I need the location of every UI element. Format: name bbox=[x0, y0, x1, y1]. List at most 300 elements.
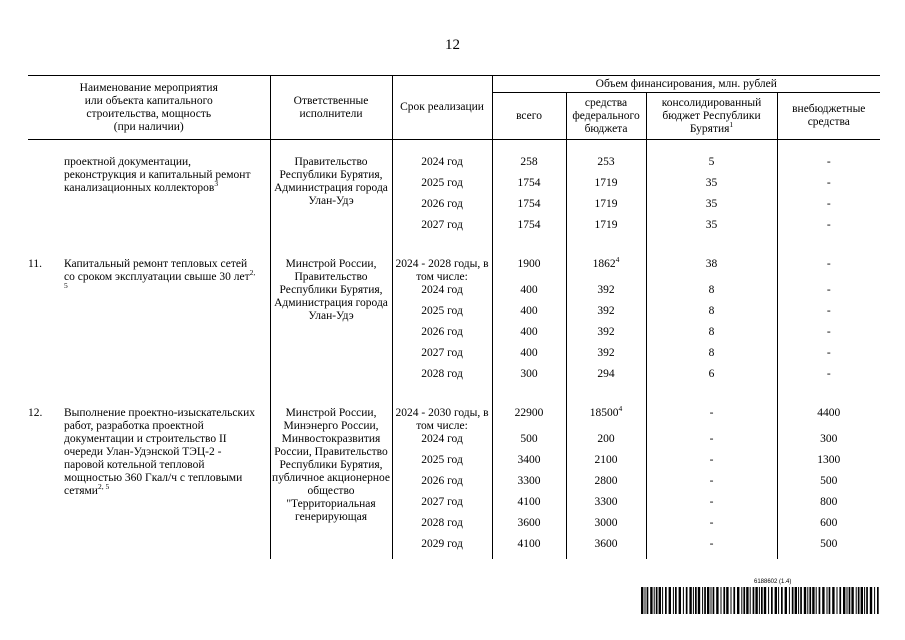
value-federal bbox=[566, 219, 646, 240]
period-cell: 2024 - 2030 годы, в том числе: bbox=[392, 407, 492, 433]
header-regional-line: бюджет Республики bbox=[662, 109, 761, 122]
barcode-bar bbox=[675, 587, 677, 614]
barcode-bar bbox=[877, 587, 879, 614]
period-cell: 2025 год bbox=[392, 177, 492, 198]
spacer-cell bbox=[28, 389, 64, 407]
value-federal-text: 1719 bbox=[594, 177, 618, 189]
value-federal-text: 1862 bbox=[592, 258, 616, 270]
period-cell: 2027 год bbox=[392, 347, 492, 368]
spacer-cell bbox=[566, 389, 646, 407]
barcode-bar bbox=[812, 587, 814, 614]
barcode-bar bbox=[778, 587, 779, 614]
value-total-text: 1900 bbox=[517, 258, 541, 270]
value-total-text: 4100 bbox=[517, 538, 541, 550]
value-total bbox=[492, 326, 566, 347]
item-name-block bbox=[64, 407, 260, 498]
value-total-text: 3300 bbox=[517, 475, 541, 487]
period-cell: 2026 год bbox=[392, 326, 492, 347]
header-regional-footnote: 1 bbox=[729, 119, 734, 129]
value-extra-text: 1300 bbox=[817, 454, 841, 466]
value-regional bbox=[646, 258, 777, 284]
value-total bbox=[492, 454, 566, 475]
barcode-bar bbox=[792, 587, 794, 614]
barcode-bar bbox=[827, 587, 828, 614]
header-period-label: Срок реализации bbox=[400, 101, 484, 113]
value-total-text: 22900 bbox=[514, 407, 544, 419]
value-extra-text: - bbox=[826, 326, 831, 338]
spacer-cell bbox=[392, 140, 492, 157]
item-name-footnote: 3 bbox=[214, 179, 219, 189]
value-extra-text: - bbox=[826, 258, 831, 270]
value-total bbox=[492, 284, 566, 305]
value-federal bbox=[566, 368, 646, 389]
value-total bbox=[492, 368, 566, 389]
value-total bbox=[492, 198, 566, 219]
barcode-bar bbox=[839, 587, 841, 614]
table-row bbox=[28, 156, 880, 177]
value-federal-text: 3300 bbox=[594, 496, 618, 508]
value-total-text: 400 bbox=[520, 347, 538, 359]
spacer-cell bbox=[566, 240, 646, 258]
header-name-cell bbox=[28, 76, 270, 140]
value-extra bbox=[777, 407, 880, 433]
barcode-bar bbox=[686, 587, 688, 614]
period-cell: 2025 год bbox=[392, 305, 492, 326]
barcode-bar bbox=[832, 587, 834, 614]
value-total bbox=[492, 433, 566, 454]
table-row bbox=[28, 407, 880, 433]
value-regional bbox=[646, 433, 777, 454]
value-regional bbox=[646, 407, 777, 433]
value-extra-text: 800 bbox=[820, 496, 838, 508]
value-regional bbox=[646, 496, 777, 517]
value-extra bbox=[777, 177, 880, 198]
value-total bbox=[492, 347, 566, 368]
value-extra-text: - bbox=[826, 198, 831, 210]
barcode-bar bbox=[713, 587, 715, 614]
table-header bbox=[28, 76, 880, 140]
barcode-bar bbox=[723, 587, 725, 614]
value-total-text: 3400 bbox=[517, 454, 541, 466]
spacer-cell bbox=[492, 389, 566, 407]
spacer-cell bbox=[492, 240, 566, 258]
value-extra bbox=[777, 517, 880, 538]
value-federal-text: 3600 bbox=[594, 538, 618, 550]
value-regional-text: 35 bbox=[705, 198, 718, 210]
barcode-bar bbox=[864, 587, 865, 614]
spacer-cell bbox=[64, 389, 270, 407]
barcode-bar bbox=[726, 587, 728, 614]
barcode-bar bbox=[858, 587, 860, 614]
value-federal-text: 392 bbox=[597, 284, 615, 296]
value-extra bbox=[777, 326, 880, 347]
value-regional-text: 5 bbox=[708, 156, 715, 168]
value-extra bbox=[777, 475, 880, 496]
value-federal-text: 253 bbox=[597, 156, 615, 168]
period-cell: 2026 год bbox=[392, 198, 492, 219]
barcode-bar bbox=[856, 587, 857, 614]
barcode-bar bbox=[733, 587, 735, 614]
value-federal bbox=[566, 284, 646, 305]
value-regional-text: - bbox=[709, 433, 714, 445]
value-extra-text: - bbox=[826, 347, 831, 359]
period-cell: 2027 год bbox=[392, 496, 492, 517]
period-cell: 2027 год bbox=[392, 219, 492, 240]
value-regional bbox=[646, 177, 777, 198]
barcode-bar bbox=[741, 587, 742, 614]
value-total bbox=[492, 517, 566, 538]
spacer-cell bbox=[777, 389, 880, 407]
value-extra-text: - bbox=[826, 156, 831, 168]
value-federal bbox=[566, 347, 646, 368]
spacer-cell bbox=[270, 140, 392, 157]
executors: Правительство Республики Бурятия, Администрация города Улан-Удэ bbox=[274, 156, 388, 207]
value-extra bbox=[777, 156, 880, 177]
barcode-bar bbox=[650, 587, 652, 614]
value-federal bbox=[566, 475, 646, 496]
header-name-line: или объекта капитального bbox=[84, 94, 213, 107]
value-extra-text: 4400 bbox=[817, 407, 841, 419]
header-executors-cell bbox=[270, 76, 392, 140]
value-regional bbox=[646, 538, 777, 559]
item-name-cell bbox=[64, 407, 270, 559]
barcode-bar bbox=[843, 587, 845, 614]
spacer-cell bbox=[270, 240, 392, 258]
barcode-bar bbox=[737, 587, 739, 614]
spacer-cell bbox=[646, 140, 777, 157]
value-federal-text: 2800 bbox=[594, 475, 618, 487]
row-number bbox=[28, 156, 64, 240]
value-total bbox=[492, 538, 566, 559]
value-total-text: 3600 bbox=[517, 517, 541, 529]
row-number: 12. bbox=[28, 407, 43, 419]
item-name-cell bbox=[64, 156, 270, 240]
header-name-line: строительства, мощность bbox=[86, 107, 212, 120]
value-regional-text: - bbox=[709, 454, 714, 466]
barcode-bar bbox=[753, 587, 755, 614]
value-extra bbox=[777, 433, 880, 454]
header-extra-line: средства bbox=[807, 116, 850, 128]
value-total-text: 400 bbox=[520, 284, 538, 296]
header-name-line: Наименование мероприятия bbox=[79, 81, 218, 94]
value-federal bbox=[566, 517, 646, 538]
barcode-bar bbox=[689, 587, 691, 614]
value-total-text: 1754 bbox=[517, 219, 541, 231]
value-federal-text: 294 bbox=[597, 368, 615, 380]
barcode-bar bbox=[874, 587, 875, 614]
barcode-bar bbox=[775, 587, 777, 614]
barcode-bar bbox=[654, 587, 655, 614]
section-spacer bbox=[28, 389, 880, 407]
period-cell: 2028 год bbox=[392, 517, 492, 538]
spacer-cell bbox=[777, 240, 880, 258]
barcode-bar bbox=[851, 587, 853, 614]
period-cell: 2024 год bbox=[392, 156, 492, 177]
spacer-cell bbox=[64, 240, 270, 258]
barcode-bar bbox=[673, 587, 674, 614]
federal-footnote: 4 bbox=[618, 404, 623, 414]
barcode-bar bbox=[716, 587, 718, 614]
federal-footnote: 4 bbox=[615, 255, 620, 265]
value-extra-text: - bbox=[826, 368, 831, 380]
value-extra-text: 500 bbox=[820, 475, 838, 487]
value-extra-text: - bbox=[826, 177, 831, 189]
value-federal-text: 392 bbox=[597, 326, 615, 338]
page-number: 12 bbox=[445, 37, 460, 53]
value-extra-text: - bbox=[826, 219, 831, 231]
header-name-line: (при наличии) bbox=[113, 120, 184, 133]
value-regional-text: 8 bbox=[708, 284, 715, 296]
header-extra-cell bbox=[777, 93, 880, 140]
value-extra bbox=[777, 368, 880, 389]
value-extra bbox=[777, 305, 880, 326]
barcode-bar bbox=[707, 587, 709, 614]
value-total-text: 1754 bbox=[517, 177, 541, 189]
value-regional-text: - bbox=[709, 538, 714, 550]
value-total bbox=[492, 496, 566, 517]
header-period-cell bbox=[392, 76, 492, 140]
executors: Минстрой России, Правительство Республики Бурятия, Администрация города Улан-Удэ bbox=[274, 258, 388, 322]
executors: Минстрой России, Минэнерго России, Минвостокразвития России, Правительство Республики Бурятия, публичное акционерное общество "Территориальная генерирующая bbox=[272, 407, 390, 523]
value-federal bbox=[566, 305, 646, 326]
period-cell: 2024 - 2028 годы, в том числе: bbox=[392, 258, 492, 284]
table-body bbox=[28, 140, 880, 560]
value-regional bbox=[646, 219, 777, 240]
value-regional bbox=[646, 326, 777, 347]
barcode-bar bbox=[750, 587, 751, 614]
header-executors-line: Ответственные bbox=[293, 94, 369, 107]
value-extra bbox=[777, 454, 880, 475]
value-federal-text: 18500 bbox=[589, 407, 619, 419]
barcode-bar bbox=[807, 587, 808, 614]
barcode-bar bbox=[731, 587, 732, 614]
barcode-bar bbox=[764, 587, 766, 614]
value-federal bbox=[566, 156, 646, 177]
barcode-bar bbox=[695, 587, 697, 614]
executors-cell bbox=[270, 156, 392, 240]
value-federal bbox=[566, 198, 646, 219]
barcode-bar bbox=[759, 587, 760, 614]
value-federal bbox=[566, 326, 646, 347]
spacer-cell bbox=[566, 140, 646, 157]
barcode-bar bbox=[816, 587, 817, 614]
header-funding-cell bbox=[492, 76, 880, 93]
barcode-bar bbox=[804, 587, 806, 614]
header-funding-label: Объем финансирования, млн. рублей bbox=[595, 77, 777, 90]
barcode-bar bbox=[743, 587, 745, 614]
barcode-bar bbox=[781, 587, 783, 614]
document-code: 6188602 (1.4) bbox=[754, 579, 792, 585]
barcode-bar bbox=[849, 587, 851, 614]
value-federal bbox=[566, 255, 646, 284]
barcode bbox=[641, 587, 881, 614]
item-name-block bbox=[64, 258, 260, 297]
barcode-bar bbox=[768, 587, 769, 614]
value-federal bbox=[566, 433, 646, 454]
value-total bbox=[492, 219, 566, 240]
value-extra-text: - bbox=[826, 305, 831, 317]
item-name-footnote: 2, 5 bbox=[97, 482, 110, 492]
barcode-bar bbox=[683, 587, 684, 614]
header-federal-line: средства bbox=[584, 96, 628, 109]
barcode-bar bbox=[866, 587, 868, 614]
value-federal bbox=[566, 404, 646, 433]
item-name: проектной документации, реконструкция и капитальный ремонт канализационных коллекторов bbox=[64, 156, 251, 194]
value-regional bbox=[646, 517, 777, 538]
barcode-bar bbox=[800, 587, 802, 614]
spacer-cell bbox=[28, 240, 64, 258]
spacer-cell bbox=[492, 140, 566, 157]
item-name-block bbox=[64, 156, 260, 195]
value-federal bbox=[566, 454, 646, 475]
period-cell: 2026 год bbox=[392, 475, 492, 496]
barcode-bar bbox=[645, 587, 646, 614]
value-federal-text: 392 bbox=[597, 347, 615, 359]
value-total-text: 258 bbox=[520, 156, 538, 168]
value-regional bbox=[646, 347, 777, 368]
spacer-cell bbox=[64, 140, 270, 157]
value-total bbox=[492, 305, 566, 326]
value-regional-text: - bbox=[709, 475, 714, 487]
barcode-bar bbox=[698, 587, 700, 614]
barcode-bar bbox=[771, 587, 773, 614]
value-extra-text: - bbox=[826, 284, 831, 296]
spacer-cell bbox=[777, 140, 880, 157]
value-regional-text: - bbox=[709, 496, 714, 508]
value-federal bbox=[566, 177, 646, 198]
value-extra bbox=[777, 258, 880, 284]
barcode-bar bbox=[785, 587, 787, 614]
row-number: 11. bbox=[28, 258, 42, 270]
header-extra-line: внебюджетные bbox=[792, 103, 866, 115]
item-name: Выполнение проектно-изыскательских работ, разработка проектной документации и строительство II очереди Улан-Удэнской ТЭЦ-2 - паровой котельной тепловой мощностью 360 Гкал/ч с тепловыми сетями bbox=[64, 407, 255, 497]
spacer-cell bbox=[646, 240, 777, 258]
barcode-bar bbox=[761, 587, 763, 614]
barcode-bar bbox=[822, 587, 824, 614]
barcode-bar bbox=[819, 587, 821, 614]
value-federal bbox=[566, 496, 646, 517]
value-extra bbox=[777, 198, 880, 219]
value-total-text: 500 bbox=[520, 433, 538, 445]
value-federal-text: 3000 bbox=[594, 517, 618, 529]
header-regional-cell bbox=[646, 93, 777, 140]
spacer-cell bbox=[270, 389, 392, 407]
value-total-text: 1754 bbox=[517, 198, 541, 210]
value-extra bbox=[777, 347, 880, 368]
period-cell: 2029 год bbox=[392, 538, 492, 559]
value-regional-text: 8 bbox=[708, 347, 715, 359]
value-extra-text: 500 bbox=[820, 538, 838, 550]
header-federal-cell bbox=[566, 93, 646, 140]
barcode-bar bbox=[847, 587, 848, 614]
barcode-bar bbox=[870, 587, 872, 614]
value-extra bbox=[777, 538, 880, 559]
value-federal-text: 1719 bbox=[594, 198, 618, 210]
table-row bbox=[28, 258, 880, 284]
period-cell: 2024 год bbox=[392, 284, 492, 305]
barcode-bar bbox=[721, 587, 722, 614]
barcode-bar bbox=[829, 587, 831, 614]
barcode-bar bbox=[662, 587, 663, 614]
barcode-bar bbox=[679, 587, 681, 614]
value-extra bbox=[777, 496, 880, 517]
executors-cell bbox=[270, 407, 392, 559]
header-total-label: всего bbox=[516, 109, 542, 122]
value-regional-text: 38 bbox=[705, 258, 718, 270]
value-regional bbox=[646, 156, 777, 177]
value-regional-text: - bbox=[709, 517, 714, 529]
period-cell: 2024 год bbox=[392, 433, 492, 454]
header-regional-line: консолидированный bbox=[661, 96, 762, 109]
value-regional bbox=[646, 454, 777, 475]
value-extra-text: 300 bbox=[820, 433, 838, 445]
header-executors-line: исполнители bbox=[299, 107, 363, 120]
value-total bbox=[492, 407, 566, 433]
value-regional bbox=[646, 284, 777, 305]
item-name: Капитальный ремонт тепловых сетей со сроком эксплуатации свыше 30 лет bbox=[64, 258, 250, 283]
value-total bbox=[492, 156, 566, 177]
barcode-bar bbox=[659, 587, 661, 614]
value-total-text: 4100 bbox=[517, 496, 541, 508]
value-regional bbox=[646, 305, 777, 326]
value-total-text: 400 bbox=[520, 305, 538, 317]
value-total bbox=[492, 475, 566, 496]
value-total-text: 300 bbox=[520, 368, 538, 380]
barcode-bar bbox=[746, 587, 748, 614]
barcode-bar bbox=[656, 587, 658, 614]
value-regional-text: 8 bbox=[708, 305, 715, 317]
header-federal-line: федерального bbox=[572, 109, 640, 122]
value-federal-text: 200 bbox=[597, 433, 615, 445]
value-extra bbox=[777, 284, 880, 305]
barcode-bar bbox=[669, 587, 671, 614]
header-total-cell bbox=[492, 93, 566, 140]
value-extra bbox=[777, 219, 880, 240]
value-federal bbox=[566, 538, 646, 559]
barcode-bar bbox=[795, 587, 797, 614]
barcode-bar bbox=[837, 587, 838, 614]
value-federal-text: 2100 bbox=[594, 454, 618, 466]
header-regional-line: Бурятия bbox=[689, 122, 730, 135]
period-cell: 2025 год bbox=[392, 454, 492, 475]
section-spacer bbox=[28, 140, 880, 157]
value-total bbox=[492, 177, 566, 198]
executors-cell bbox=[270, 258, 392, 389]
barcode-bar bbox=[861, 587, 863, 614]
spacer-cell bbox=[392, 240, 492, 258]
item-name-cell bbox=[64, 258, 270, 389]
barcode-bar bbox=[789, 587, 790, 614]
value-regional-text: 35 bbox=[705, 177, 718, 189]
value-regional-text: 35 bbox=[705, 219, 718, 231]
value-extra-text: 600 bbox=[820, 517, 838, 529]
value-regional-text: 8 bbox=[708, 326, 715, 338]
value-total-text: 400 bbox=[520, 326, 538, 338]
value-regional bbox=[646, 198, 777, 219]
barcode-bar bbox=[647, 587, 649, 614]
barcode-bar bbox=[693, 587, 694, 614]
value-total bbox=[492, 258, 566, 284]
value-regional bbox=[646, 475, 777, 496]
value-federal-text: 1719 bbox=[594, 219, 618, 231]
value-regional bbox=[646, 368, 777, 389]
value-regional-text: 6 bbox=[708, 368, 715, 380]
value-federal-text: 392 bbox=[597, 305, 615, 317]
spacer-cell bbox=[392, 389, 492, 407]
section-spacer bbox=[28, 240, 880, 258]
barcode-bar bbox=[755, 587, 757, 614]
value-regional-text: - bbox=[709, 407, 714, 419]
